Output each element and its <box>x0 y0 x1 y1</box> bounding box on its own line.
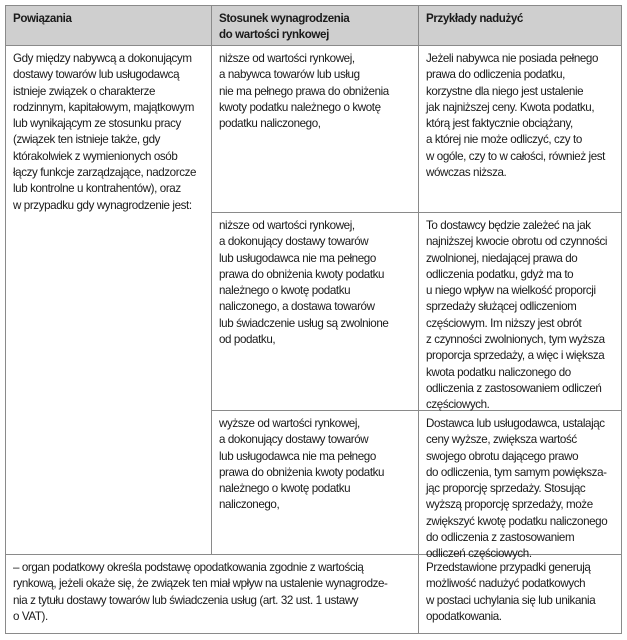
text-line: Stosunek wynagrodzenia <box>219 12 350 25</box>
case2-abuse-cell <box>419 213 621 411</box>
text-line: którakolwiek z wymienionych osób <box>13 149 178 163</box>
text-line: do odliczenia z zastosowaniem <box>426 531 575 545</box>
text-line: w postaci uchylania się lub unikania <box>426 593 596 607</box>
text-line: możliwość nadużyć podatkowych <box>426 577 586 591</box>
text-line: rodzinnym, kapitałowym, majątkowym <box>13 100 194 114</box>
text-line: prawa do obniżenia kwoty podatku <box>219 465 385 479</box>
text-line: do odliczenia, tym samym powiększa- <box>426 465 607 479</box>
text-line: u niego wpływ na wielkość proporcji <box>426 284 596 298</box>
text-line: najniższej kwocie obrotu od czynności <box>426 235 608 249</box>
header-abuse-examples <box>419 6 621 46</box>
text-line: należnego o kwotę podatku <box>219 482 351 496</box>
text-line: zwiększyć kwotę podatku naliczonego <box>426 514 608 528</box>
relation-cell <box>6 46 212 555</box>
text-line: o VAT). <box>13 609 48 623</box>
text-line: kwota podatku naliczonego do <box>426 365 571 379</box>
text-line: wówczas niższa. <box>426 166 507 180</box>
text-line: niższe od wartości rynkowej, <box>219 52 355 65</box>
text-line: a nabywca towarów lub usług <box>219 68 360 82</box>
text-line: sprzedaży służącej odliczeniom <box>426 300 577 314</box>
text-line: do wartości rynkowej <box>219 28 329 41</box>
text-line: a której nie może odliczyć, czy to <box>426 133 582 147</box>
text-line: jąc proporcję sprzedaży. Stosując <box>426 482 586 496</box>
text-line: w przypadku gdy wynagrodzenie jest: <box>13 198 192 212</box>
text-line: od podatku, <box>219 333 276 347</box>
text-line: istnieje związek o charakterze <box>13 84 156 98</box>
text-line: wyższe od wartości rynkowej, <box>219 417 360 430</box>
text-line: nia z tytułu dostawy towarów lub świadczenia usług (art. 32 ust. 1 ustawy <box>13 593 359 607</box>
text-line: lub usługodawca nie ma pełnego <box>219 449 376 463</box>
text-line: częściowym. Im niższy jest obrót <box>426 316 582 330</box>
case1-ratio-cell <box>212 46 419 213</box>
text-line: jak najniższej ceny. Kwota podatku, <box>426 100 595 114</box>
text-line: lub usługodawca nie ma pełnego <box>219 251 376 265</box>
text-line: łączy funkcje zarządzające, nadzorcze <box>13 166 197 180</box>
text-line: w ogóle, czy to w całości, również jest <box>426 149 605 163</box>
text-line: Przykłady nadużyć <box>426 12 523 25</box>
text-line: zwolnionej, niedającej prawa do <box>426 251 578 265</box>
text-line: To dostawcy będzie zależeć na jak <box>426 219 591 232</box>
text-line: odliczeń częściowych. <box>426 547 532 561</box>
abuse-table <box>5 5 622 634</box>
header-relations <box>6 6 212 46</box>
text-line: należnego o kwotę podatku <box>219 284 351 298</box>
text-line: a dokonujący dostawy towarów <box>219 433 369 447</box>
text-line: prawa do obniżenia kwoty podatku <box>219 267 385 281</box>
text-line: ceny wyższe, zwiększa wartość <box>426 433 577 447</box>
text-line: podatku naliczonego, <box>219 117 321 131</box>
text-line: swojego obrotu dającego prawo <box>426 449 579 463</box>
text-line: kwoty podatku należnego o kwotę <box>219 100 381 114</box>
text-line: prawa do odliczenia podatku, <box>426 68 565 82</box>
text-line: lub świadczenie usług są zwolnione <box>219 316 389 330</box>
text-line: dostawy towarów lub usługodawcą <box>13 68 180 82</box>
case3-ratio-cell <box>212 411 419 555</box>
text-line: proporcja sprzedaży, a więc i większa <box>426 349 605 363</box>
text-line: nie ma pełnego prawa do obniżenia <box>219 84 389 98</box>
text-line: odliczenia z zastosowaniem odliczeń <box>426 381 602 395</box>
text-line: korzystne dla niego jest ustalenie <box>426 84 584 98</box>
consequence-cell <box>6 555 419 633</box>
case3-abuse-cell <box>419 411 621 561</box>
case1-abuse-cell <box>419 46 621 213</box>
text-line: częściowych. <box>426 398 490 412</box>
text-line: Jeżeli nabywca nie posiada pełnego <box>426 52 599 65</box>
summary-cell <box>419 555 621 633</box>
text-line: którą jest faktycznie obciążany, <box>426 117 573 131</box>
header-remuneration-ratio <box>212 6 419 46</box>
text-line: z czynności zwolnionych, tym wyższa <box>426 333 605 347</box>
text-line: wyższą proporcję sprzedaży, może <box>426 498 593 512</box>
text-line: (związek ten istnieje także, gdy <box>13 133 161 147</box>
text-line: Gdy między nabywcą a dokonującym <box>13 52 192 65</box>
text-line: lub kontrolne u kontrahentów), oraz <box>13 182 181 196</box>
text-line: Powiązania <box>13 12 72 25</box>
text-line: a dokonujący dostawy towarów <box>219 235 369 249</box>
text-line: – organ podatkowy określa podstawę opodatkowania zgodnie z wartością <box>13 561 364 574</box>
text-line: lub wynikającym ze stosunku pracy <box>13 117 181 131</box>
text-line: Dostawca lub usługodawca, ustalając <box>426 417 605 430</box>
text-line: naliczonego, a dostawa towarów <box>219 300 375 314</box>
case2-ratio-cell <box>212 213 419 411</box>
text-line: odliczenia podatku, gdyż ma to <box>426 267 574 281</box>
text-line: Przedstawione przypadki generują <box>426 561 591 574</box>
text-line: niższe od wartości rynkowej, <box>219 219 355 232</box>
text-line: rynkową, jeżeli okaże się, że związek ten miał wpływ na ustalenie wynagrodze- <box>13 577 388 591</box>
text-line: naliczonego, <box>219 498 280 512</box>
text-line: opodatkowania. <box>426 609 502 623</box>
